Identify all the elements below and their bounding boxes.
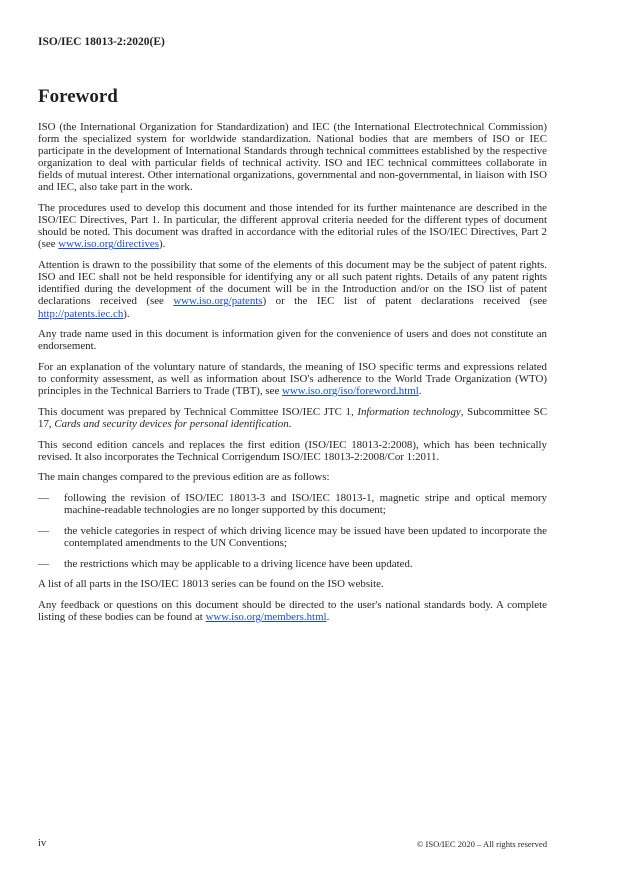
- paragraph-edition: This second edition cancels and replaces the first edition (ISO/IEC 18013-2:2008), which has been technically revised. It also incorporates the Technical Corrigendum ISO/IEC 18013-2:2008/Cor 1:2011.: [38, 438, 547, 463]
- paragraph-intro: ISO (the International Organization for Standardization) and IEC (the International Electrotechnical Commission) form the specialized system for worldwide standardization. National bodies that are members of ISO or IEC participate in the development of International Standards through technical committees established by the respective organization to deal with particular fields of technical activity. ISO and IEC technical committees collaborate in fields of mutual interest. Other international organizations, governmental and non-governmental, in liaison with ISO and IEC, also take part in the work.: [38, 121, 547, 194]
- page-number: iv: [38, 838, 47, 849]
- text: .: [288, 417, 292, 430]
- page-title: Foreword: [38, 86, 118, 107]
- text: The procedures used to develop this document and those intended for its further maintenance are described in the ISO/IEC Directives, Part 1. In particular, the different approval criteria needed for the different types of document should be noted. This document was drafted in accordance with the editorial rules of the ISO/IEC Directives, Part 2 (see: [38, 202, 547, 251]
- text: , Subcommittee SC 17,: [38, 405, 547, 430]
- paragraph-parts-list: A list of all parts in the ISO/IEC 18013 series can be found on the ISO website.: [38, 578, 384, 591]
- dash: —: [38, 557, 49, 570]
- paragraph-feedback: [38, 599, 547, 623]
- paragraph-patents: [38, 259, 547, 319]
- text: following the revision of ISO/IEC 18013-3 and ISO/IEC 18013-1, magnetic stripe and optical memory machine-readable technologies are no longer supported by this document;: [64, 492, 547, 517]
- iec-patents-link[interactable]: http://patents.iec.ch: [38, 307, 124, 320]
- text: Any feedback or questions on this document should be directed to the user's national standards body. A complete listing of these bodies can be found at: [38, 599, 547, 624]
- text: ).: [123, 307, 130, 320]
- text: ).: [159, 238, 166, 251]
- paragraph-voluntary: [38, 361, 547, 397]
- members-link[interactable]: www.iso.org/members.html: [205, 611, 327, 624]
- iso-patents-link[interactable]: www.iso.org/patents: [173, 295, 263, 308]
- text: This document was prepared by Technical Committee ISO/IEC JTC 1,: [38, 405, 358, 418]
- text: the restrictions which may be applicable to a driving licence have been updated.: [64, 557, 413, 570]
- text: For an explanation of the voluntary nature of standards, the meaning of ISO specific terms and expressions related to conformity assessment, as well as information about ISO's adherence to the World Trade Organization (WTO) principles in the Technical Barriers to Trade (TBT), see: [38, 360, 547, 398]
- paragraph-procedures: [38, 202, 547, 250]
- copyright-notice: © ISO/IEC 2020 – All rights reserved: [416, 839, 547, 849]
- list-item: [38, 525, 547, 549]
- dash: —: [38, 524, 49, 537]
- directives-link[interactable]: www.iso.org/directives: [58, 238, 159, 251]
- paragraph-committee: [38, 406, 547, 430]
- foreword-link[interactable]: www.iso.org/iso/foreword.html: [282, 385, 419, 398]
- paragraph-trade-name: Any trade name used in this document is information given for the convenience of users and does not constitute an endorsement.: [38, 328, 547, 353]
- list-item: [38, 558, 547, 570]
- text: .: [418, 385, 422, 398]
- paragraph-changes-intro: The main changes compared to the previous edition are as follows:: [38, 471, 330, 484]
- dash: —: [38, 492, 49, 505]
- subcommittee-title: Cards and security devices for personal identification: [54, 417, 289, 430]
- text: ) or the IEC list of patent declarations received (see: [262, 295, 547, 308]
- text: .: [326, 611, 330, 624]
- committee-title: Information technology: [357, 405, 461, 418]
- foreword-body: [38, 121, 547, 632]
- changes-list: [38, 492, 547, 570]
- list-item: [38, 492, 547, 516]
- text: the vehicle categories in respect of which driving licence may be issued have been updated to incorporate the contemplated amendments to the UN Conventions;: [64, 524, 547, 549]
- document-id-header: ISO/IEC 18013-2:2020(E): [38, 36, 165, 48]
- text: Attention is drawn to the possibility that some of the elements of this document may be the subject of patent rights. ISO and IEC shall not be held responsible for identifying any or all such patent rights. Details of any patent rights identified during the development of the document will be in the Introduction and/or on the ISO list of patent declarations received (see: [38, 259, 547, 308]
